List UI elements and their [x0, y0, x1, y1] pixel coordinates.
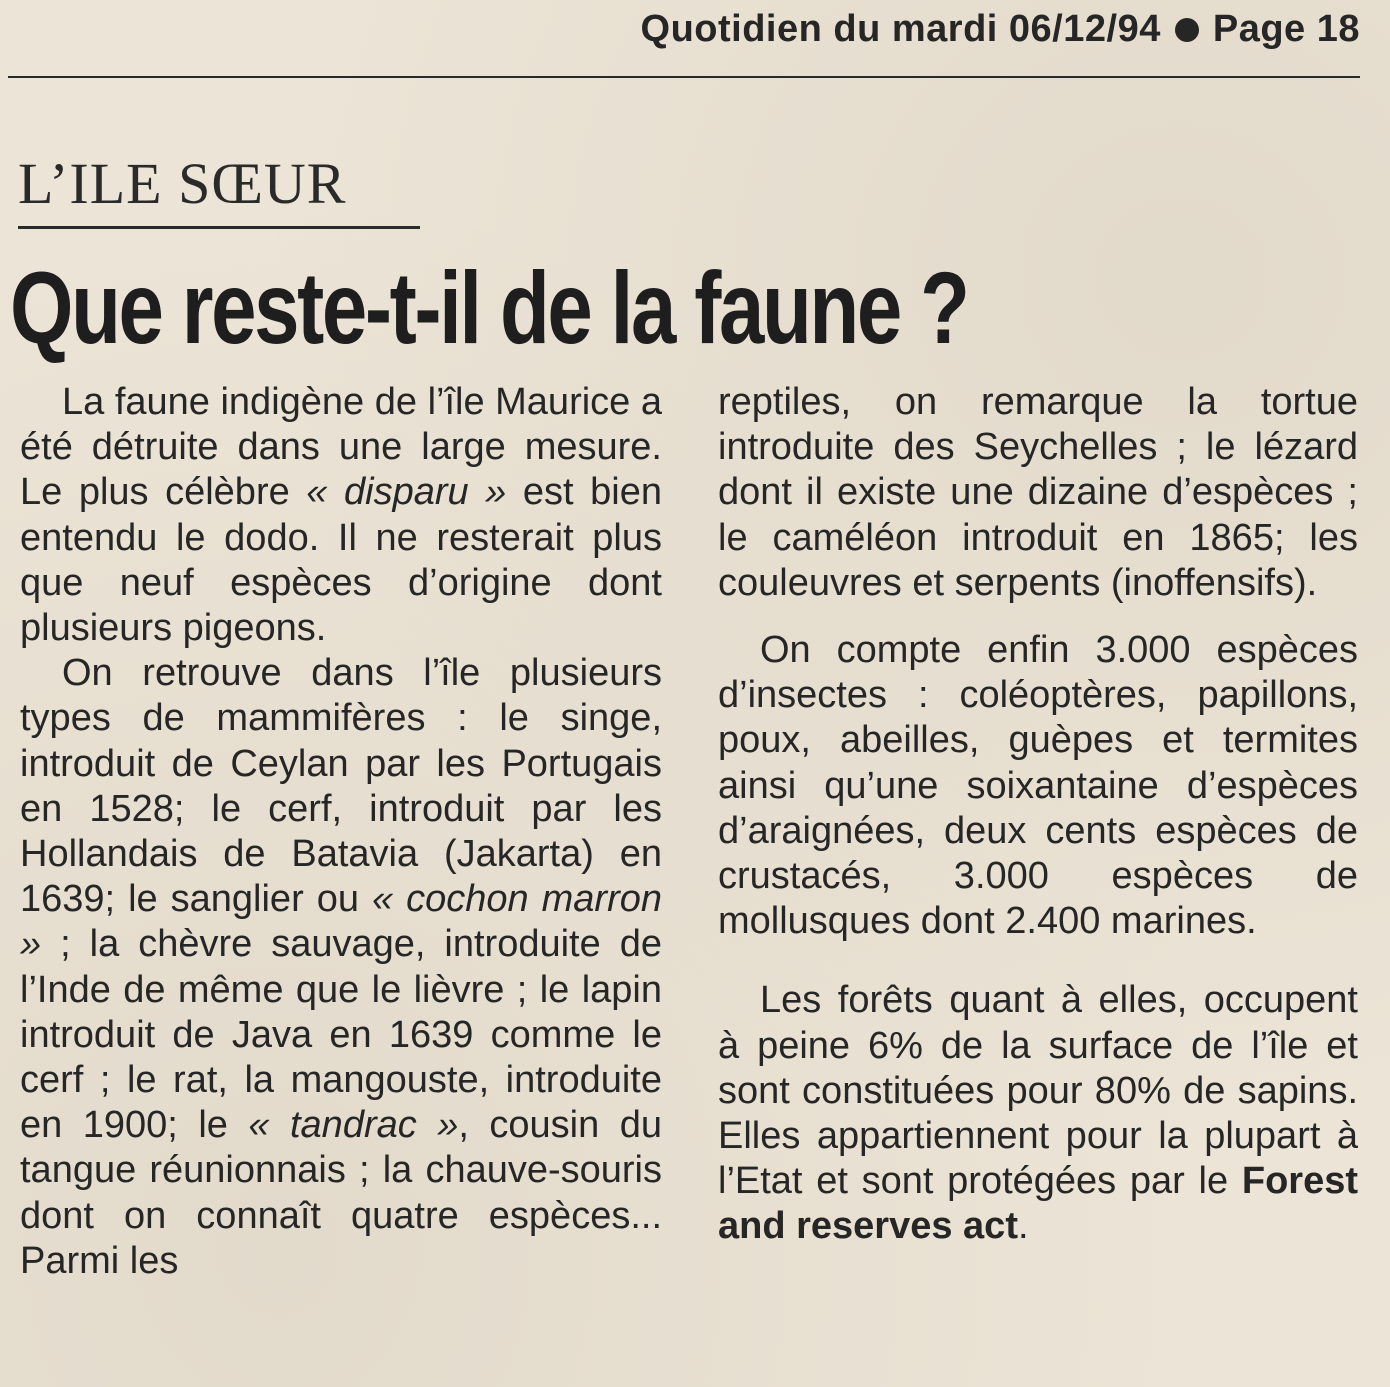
italic-quote: « tandrac » — [248, 1104, 459, 1147]
paragraph-4: On compte enfin 3.000 espèces d’insectes : coléoptères, papillons, poux, abeilles, guèpes et termites ainsi qu’une soixantaine d’espèces d’araignées, deux cents espèces de crustacés, 3.000 espèces de mollusques dont 2.400 marines. — [718, 629, 1358, 943]
bold-act-name: Forest and reserves act — [718, 1160, 1358, 1248]
bullet-icon — [1175, 18, 1199, 42]
section-rubric: L’ILE SŒUR — [18, 151, 347, 216]
rubric-underline — [18, 226, 420, 229]
column-right — [718, 380, 1358, 1250]
header-divider — [8, 76, 1360, 78]
paragraph-2: On retrouve dans l’île plusieurs types de mammifères : le singe, introduit de Ceylan par les Portugais en 1528; le cerf, introduit par les Hollandais de Batavia (Jakarta) en 1639; le sanglier ou « cochon marron » ; la chèvre sauvage, introduite de l’Inde de même que le lièvre ; le lapin introduit de Java en 1639 comme le cerf ; le rat, la mangouste, introduite en 1900; le « tandrac », cousin du tangue réunionnais ; la chauve-souris dont on connaît quatre espèces... Parmi les — [20, 652, 662, 1282]
publication-date: Quotidien du mardi 06/12/94 — [640, 8, 1161, 50]
paragraph-1: La faune indigène de l’île Maurice a été détruite dans une large mesure. Le plus célèbre « disparu » est bien entendu le dodo. Il ne resterait plus que neuf espèces d’origine dont plusieurs pigeons. — [20, 381, 662, 650]
italic-quote: « cochon marron » — [20, 878, 662, 966]
page-number: Page 18 — [1212, 8, 1360, 50]
headline: Que reste-t-il de la faune ? — [10, 251, 968, 365]
paragraph-3: reptiles, on remarque la tortue introduite des Seychelles ; le lézard dont il existe une dizaine d’espèces ; le caméléon introduit en 1865; les couleuvres et serpents (inoffensifs). — [718, 381, 1358, 604]
italic-quote: « disparu » — [306, 471, 507, 514]
page-header — [0, 8, 1360, 51]
column-left — [20, 380, 662, 1284]
paragraph-5: Les forêts quant à elles, occupent à peine 6% de la surface de l’île et sont constituées pour 80% de sapins. Elles appartiennent pour la plupart à l’Etat et sont protégées par le Forest and reserves act. — [718, 979, 1358, 1248]
